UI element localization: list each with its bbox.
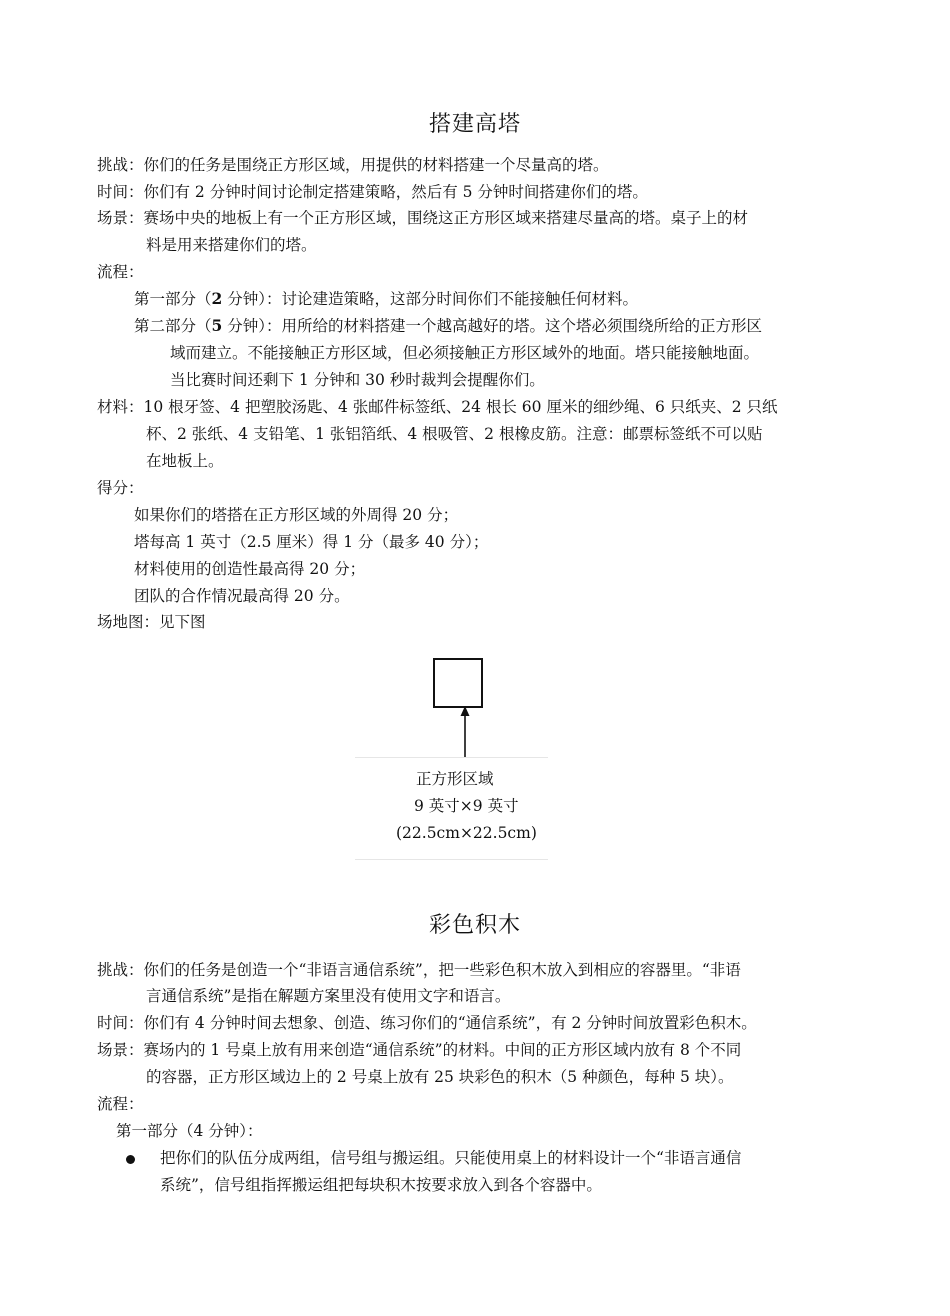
part1-suffix: 分钟）：讨论建造策略，这部分时间你们不能接触任何材料。 xyxy=(222,290,638,308)
score-item: 塔每高 1 英寸（2.5 厘米）得 1 分（最多 40 分）； xyxy=(134,533,489,551)
diagram-divider-bottom xyxy=(355,859,548,860)
square-area-diagram xyxy=(433,658,483,708)
score-item: 材料使用的创造性最高得 20 分； xyxy=(134,560,366,578)
materials-line3: 在地板上。 xyxy=(146,452,224,470)
section-title-blocks: 彩色积木 xyxy=(428,913,521,938)
score-item: 团队的合作情况最高得 20 分。 xyxy=(134,587,350,605)
challenge-text: 挑战：你们的任务是围绕正方形区域，用提供的材料搭建一个尽量高的塔。 xyxy=(97,156,609,174)
process-label: 流程： xyxy=(97,1095,144,1113)
part2-suffix: 分钟）：用所给的材料搭建一个越高越好的塔。这个塔必须围绕所给的正方形区 xyxy=(222,317,762,335)
materials-line2: 杯、2 张纸、4 支铅笔、1 张铝箔纸、4 根吸管、2 根橡皮筋。注意：邮票标签纸不可以贴 xyxy=(146,425,763,443)
diagram-divider-top xyxy=(355,757,548,758)
time-text: 时间：你们有 4 分钟时间去想象、创造、练习你们的“通信系统”，有 2 分钟时间放置彩色积木。 xyxy=(97,1014,757,1032)
process-part1: 第一部分（4 分钟）： xyxy=(116,1122,263,1140)
section-title-tower: 搭建高塔 xyxy=(428,112,521,137)
process-part2-line3: 当比赛时间还剩下 1 分钟和 30 秒时裁判会提醒你们。 xyxy=(170,371,545,389)
process-label: 流程： xyxy=(97,263,144,281)
score-item: 如果你们的塔搭在正方形区域的外周得 20 分； xyxy=(134,506,459,524)
part1-minutes: 2 xyxy=(211,289,223,308)
part1-prefix: 第一部分（ xyxy=(134,290,212,308)
scene-line2: 的容器，正方形区域边上的 2 号桌上放有 25 块彩色的积木（5 种颜色，每种 5 块）。 xyxy=(146,1068,734,1086)
diagram-caption-line1: 正方形区域 xyxy=(416,770,494,788)
score-label: 得分： xyxy=(97,479,144,497)
bullet-text-line2: 系统”，信号组指挥搬运组把每块积木按要求放入到各个容器中。 xyxy=(160,1176,602,1194)
process-part2 xyxy=(134,317,762,335)
diagram-caption-line3: (22.5cm×22.5cm) xyxy=(396,824,537,842)
up-arrow-icon xyxy=(455,706,475,758)
process-part2-line2: 域而建立。不能接触正方形区域，但必须接触正方形区域外的地面。塔只能接触地面。 xyxy=(170,344,760,362)
time-text: 时间：你们有 2 分钟时间讨论制定搭建策略，然后有 5 分钟时间搭建你们的塔。 xyxy=(97,183,648,201)
scene-text-line2: 料是用来搭建你们的塔。 xyxy=(146,236,317,254)
scene-line1: 场景：赛场内的 1 号桌上放有用来创造“通信系统”的材料。中间的正方形区域内放有 8 个不同 xyxy=(97,1041,742,1059)
materials-line1: 材料：10 根牙签、4 把塑胶汤匙、4 张邮件标签纸、24 根长 60 厘米的细纱绳、6 只纸夹、2 只纸 xyxy=(97,398,778,416)
challenge-line1: 挑战：你们的任务是创造一个“非语言通信系统”，把一些彩色积木放入到相应的容器里。“非语 xyxy=(97,961,741,979)
challenge-line2: 言通信系统”是指在解题方案里没有使用文字和语言。 xyxy=(146,987,511,1005)
bullet-dot-icon xyxy=(126,1155,135,1164)
scene-text-line1: 场景：赛场中央的地板上有一个正方形区域，围绕这正方形区域来搭建尽量高的塔。桌子上的材 xyxy=(97,209,749,227)
map-label: 场地图：见下图 xyxy=(97,613,206,631)
part2-prefix: 第二部分（ xyxy=(134,317,212,335)
diagram-caption-line2: 9 英寸×9 英寸 xyxy=(414,797,519,815)
bullet-text-line1: 把你们的队伍分成两组，信号组与搬运组。只能使用桌上的材料设计一个“非语言通信 xyxy=(160,1149,742,1167)
part2-minutes: 5 xyxy=(211,316,223,335)
process-part1 xyxy=(134,290,638,308)
